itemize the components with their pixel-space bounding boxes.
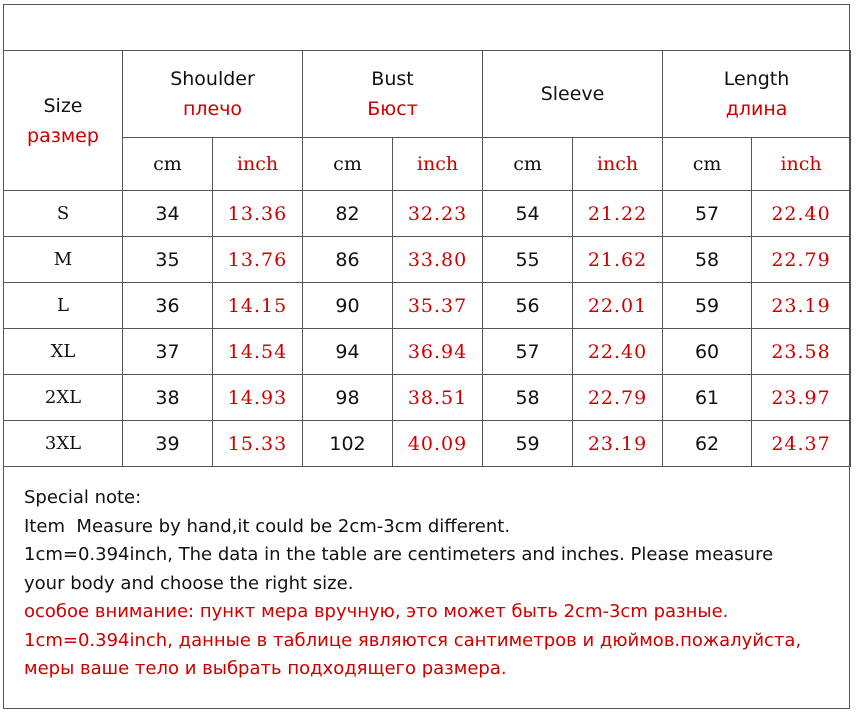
unit-inch-cell <box>752 138 851 191</box>
bust-inch-value: 33.80 <box>407 248 468 271</box>
unit-cm-cell <box>303 138 393 191</box>
sleeve-cm-value: 59 <box>515 432 540 455</box>
size-header-en: Size <box>43 94 83 117</box>
value-cell <box>573 237 663 283</box>
shoulder-inch-value: 14.93 <box>227 386 288 409</box>
unit-inch-cell <box>213 138 303 191</box>
value-cell <box>663 237 752 283</box>
shoulder-inch-value: 14.15 <box>227 294 288 317</box>
value-cell <box>663 191 752 237</box>
value-cell <box>213 329 303 375</box>
unit-row <box>4 138 851 191</box>
length-cm-value: 58 <box>694 248 720 271</box>
value-cell <box>123 191 213 237</box>
value-cell <box>573 191 663 237</box>
bust-inch-value: 40.09 <box>407 432 468 455</box>
bust-cm-value: 82 <box>335 202 360 225</box>
value-cell <box>213 375 303 421</box>
value-cell <box>483 283 573 329</box>
value-cell <box>483 329 573 375</box>
value-cell <box>483 375 573 421</box>
value-cell <box>573 375 663 421</box>
unit-cm-label: cm <box>513 153 542 175</box>
bust-inch-value: 38.51 <box>407 386 468 409</box>
bust-header-en: Bust <box>371 68 414 90</box>
shoulder-inch-value: 13.36 <box>227 202 288 225</box>
sleeve-inch-value: 22.79 <box>587 386 648 409</box>
unit-inch-label: inch <box>596 153 639 175</box>
note-ru-line: особое внимание: пункт мера вручную, это может быть 2cm-3cm разные. <box>24 601 729 622</box>
note-ru-line: 1cm=0.394inch, данные в таблице являются сантиметров и дюймов.пожалуйста, <box>24 629 802 651</box>
value-cell <box>123 283 213 329</box>
size-label: M <box>53 249 73 270</box>
sleeve-header-cell <box>483 51 663 138</box>
value-cell <box>663 375 752 421</box>
unit-cm-label: cm <box>692 153 722 175</box>
unit-inch-label: inch <box>780 153 822 175</box>
shoulder-cm-value: 37 <box>155 340 180 363</box>
value-cell <box>393 283 483 329</box>
sleeve-cm-value: 55 <box>515 248 540 271</box>
length-header-cell <box>663 51 851 138</box>
value-cell <box>483 191 573 237</box>
length-header-en: Length <box>723 68 790 90</box>
bust-inch-value: 32.23 <box>407 202 468 225</box>
size-label: L <box>57 295 69 316</box>
size-cell <box>4 237 123 283</box>
value-cell <box>123 237 213 283</box>
header-row <box>4 51 851 138</box>
shoulder-inch-value: 15.33 <box>227 432 288 455</box>
value-cell <box>123 329 213 375</box>
note-en-line: Special note: <box>24 487 142 508</box>
value-cell <box>213 237 303 283</box>
size-label: S <box>56 203 70 224</box>
bust-cm-value: 90 <box>335 294 360 317</box>
value-cell <box>123 375 213 421</box>
length-inch-value: 24.37 <box>771 432 831 455</box>
value-cell <box>393 237 483 283</box>
length-cm-value: 59 <box>694 294 720 317</box>
value-cell <box>752 375 851 421</box>
size-label: 2XL <box>44 387 82 408</box>
bust-inch-value: 36.94 <box>407 340 468 363</box>
note-en-line: your body and choose the right size. <box>24 572 354 594</box>
unit-inch-cell <box>573 138 663 191</box>
size-chart-table <box>3 50 851 467</box>
sleeve-cm-value: 54 <box>515 202 540 225</box>
unit-cm-label: cm <box>333 153 362 175</box>
bust-header-ru: Бюст <box>367 98 418 120</box>
value-cell <box>573 329 663 375</box>
sleeve-inch-value: 22.40 <box>587 340 648 363</box>
unit-cm-cell <box>123 138 213 191</box>
note-ru-line: меры ваше тело и выбрать подходящего размера. <box>24 658 507 679</box>
value-cell <box>303 283 393 329</box>
size-label: 3XL <box>44 433 82 454</box>
bust-cm-value: 98 <box>335 386 360 409</box>
value-cell <box>752 191 851 237</box>
size-header-ru: размер <box>27 124 99 147</box>
value-cell <box>752 421 851 467</box>
size-cell <box>4 283 123 329</box>
value-cell <box>123 421 213 467</box>
unit-inch-label: inch <box>416 153 459 175</box>
table-row <box>4 375 851 421</box>
size-cell <box>4 329 123 375</box>
value-cell <box>663 329 752 375</box>
table-row <box>4 283 851 329</box>
value-cell <box>393 329 483 375</box>
sleeve-inch-value: 21.22 <box>587 202 648 225</box>
sleeve-inch-value: 23.19 <box>587 432 648 455</box>
value-cell <box>573 421 663 467</box>
shoulder-cm-value: 39 <box>155 432 180 455</box>
shoulder-inch-value: 13.76 <box>227 248 288 271</box>
shoulder-inch-value: 14.54 <box>227 340 288 363</box>
size-header-cell <box>4 51 123 191</box>
value-cell <box>393 421 483 467</box>
note-en-line: 1cm=0.394inch, The data in the table are centimeters and inches. Please measure <box>24 544 774 565</box>
shoulder-header-ru: плечо <box>182 98 243 120</box>
unit-inch-label: inch <box>236 153 279 175</box>
length-cm-value: 62 <box>694 432 720 455</box>
shoulder-header-cell <box>123 51 303 138</box>
sleeve-cm-value: 57 <box>515 340 540 363</box>
value-cell <box>303 375 393 421</box>
sleeve-header-en: Sleeve <box>540 83 605 105</box>
value-cell <box>393 375 483 421</box>
value-cell <box>663 421 752 467</box>
shoulder-cm-value: 38 <box>155 386 180 409</box>
unit-cm-cell <box>483 138 573 191</box>
value-cell <box>573 283 663 329</box>
length-inch-value: 23.58 <box>771 340 831 363</box>
value-cell <box>213 191 303 237</box>
shoulder-cm-value: 35 <box>155 248 180 271</box>
unit-inch-cell <box>393 138 483 191</box>
value-cell <box>752 237 851 283</box>
shoulder-cm-value: 36 <box>155 294 180 317</box>
bust-cm-value: 102 <box>329 432 366 455</box>
value-cell <box>752 329 851 375</box>
table-row <box>4 237 851 283</box>
note-en-line: Item Measure by hand,it could be 2cm-3cm different. <box>24 515 511 537</box>
length-cm-value: 57 <box>694 202 720 225</box>
length-inch-value: 22.40 <box>771 202 831 225</box>
value-cell <box>303 329 393 375</box>
length-cm-value: 60 <box>694 340 720 363</box>
special-note <box>24 484 844 684</box>
sleeve-cm-value: 58 <box>515 386 540 409</box>
bust-cm-value: 86 <box>335 248 360 271</box>
value-cell <box>483 421 573 467</box>
value-cell <box>213 421 303 467</box>
size-cell <box>4 421 123 467</box>
length-inch-value: 23.19 <box>771 294 831 317</box>
value-cell <box>303 421 393 467</box>
value-cell <box>303 237 393 283</box>
value-cell <box>483 237 573 283</box>
unit-cm-cell <box>663 138 752 191</box>
top-blank-strip <box>3 4 850 51</box>
shoulder-cm-value: 34 <box>155 202 180 225</box>
length-header-ru: длина <box>725 98 788 120</box>
sleeve-inch-value: 22.01 <box>587 294 648 317</box>
bust-inch-value: 35.37 <box>407 294 468 317</box>
shoulder-header-en: Shoulder <box>170 68 255 90</box>
value-cell <box>303 191 393 237</box>
sleeve-cm-value: 56 <box>515 294 540 317</box>
size-cell <box>4 191 123 237</box>
value-cell <box>213 283 303 329</box>
bust-header-cell <box>303 51 483 138</box>
length-inch-value: 23.97 <box>771 386 831 409</box>
table-row <box>4 329 851 375</box>
length-inch-value: 22.79 <box>771 248 831 271</box>
bust-cm-value: 94 <box>335 340 360 363</box>
length-cm-value: 61 <box>694 386 720 409</box>
table-row <box>4 191 851 237</box>
table-row <box>4 421 851 467</box>
size-label: XL <box>50 341 76 362</box>
value-cell <box>752 283 851 329</box>
value-cell <box>393 191 483 237</box>
value-cell <box>663 283 752 329</box>
unit-cm-label: cm <box>153 153 182 175</box>
sleeve-inch-value: 21.62 <box>587 248 648 271</box>
size-cell <box>4 375 123 421</box>
